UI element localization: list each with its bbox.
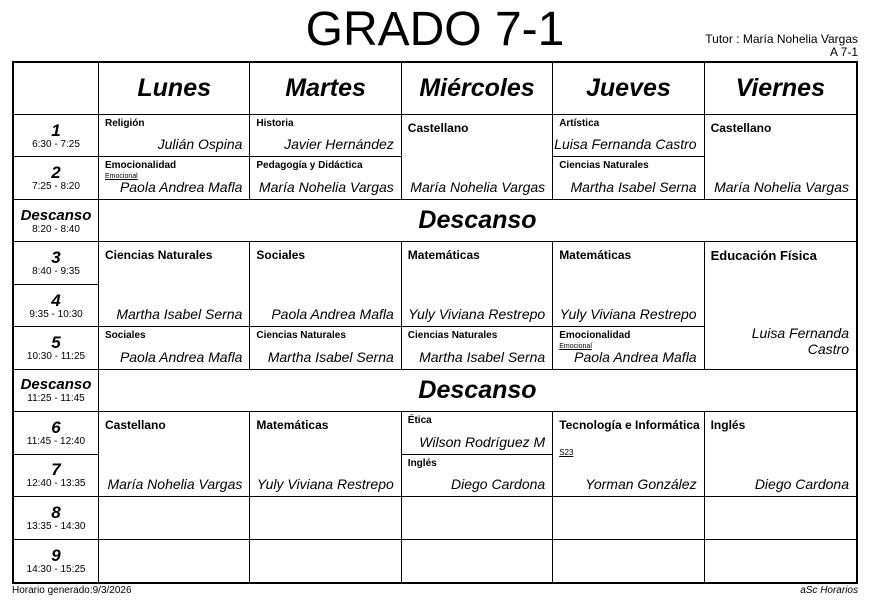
day-header-viernes: Viernes — [705, 63, 856, 115]
corner-cell — [14, 63, 99, 115]
class-cell: Educación Física Luisa Fernanda Castro — [705, 242, 856, 369]
class-cell: Ciencias Naturales Martha Isabel Serna — [402, 327, 553, 369]
empty-cell — [250, 540, 401, 582]
class-cell: Castellano María Nohelia Vargas — [99, 412, 250, 497]
class-cell: Artística Luisa Fernanda Castro — [553, 115, 704, 157]
class-cell: Castellano María Nohelia Vargas — [402, 115, 553, 200]
class-cell: Ética Wilson Rodríguez M — [402, 412, 553, 454]
class-cell: Ciencias Naturales Martha Isabel Serna — [553, 157, 704, 199]
class-cell: Matemáticas Yuly Viviana Restrepo — [250, 412, 401, 497]
schedule-grid — [12, 61, 858, 584]
empty-cell — [99, 540, 250, 582]
period-label: 3 8:40 - 9:35 — [14, 242, 99, 284]
page-title: GRADO 7-1 — [305, 3, 565, 56]
class-cell: Emocionalidad Emocional Paola Andrea Mafla — [99, 157, 250, 199]
class-cell: Sociales Paola Andrea Mafla — [250, 242, 401, 327]
class-cell: Inglés Diego Cardona — [402, 455, 553, 497]
empty-cell — [705, 540, 856, 582]
tutor-label: Tutor : María Nohelia Vargas — [705, 32, 858, 46]
period-label: Descanso 8:20 - 8:40 — [14, 200, 99, 242]
software-credit: aSc Horarios — [800, 585, 858, 596]
period-label: 7 12:40 - 13:35 — [14, 455, 99, 497]
day-header-lunes: Lunes — [99, 63, 250, 115]
class-cell: Ciencias Naturales Martha Isabel Serna — [250, 327, 401, 369]
period-label: 5 10:30 - 11:25 — [14, 327, 99, 369]
class-cell: Religión Julián Ospina — [99, 115, 250, 157]
class-cell: Matemáticas Yuly Viviana Restrepo — [553, 242, 704, 327]
empty-cell — [402, 497, 553, 539]
period-label: Descanso 11:25 - 11:45 — [14, 370, 99, 412]
empty-cell — [402, 540, 553, 582]
period-label: 1 6:30 - 7:25 — [14, 115, 99, 157]
empty-cell — [250, 497, 401, 539]
class-cell: Pedagogía y Didáctica María Nohelia Vargas — [250, 157, 401, 199]
room-label: A 7-1 — [829, 45, 858, 59]
period-label: 2 7:25 - 8:20 — [14, 157, 99, 199]
class-cell: Castellano María Nohelia Vargas — [705, 115, 856, 200]
empty-cell — [553, 540, 704, 582]
tutor-info — [705, 33, 858, 59]
break-row: Descanso — [99, 370, 856, 412]
break-row: Descanso — [99, 200, 856, 242]
class-cell: Tecnología e Informática S23 Yorman González — [553, 412, 704, 497]
empty-cell — [553, 497, 704, 539]
day-header-jueves: Jueves — [553, 63, 704, 115]
empty-cell — [705, 497, 856, 539]
empty-cell — [99, 497, 250, 539]
class-cell: Inglés Diego Cardona — [705, 412, 856, 497]
class-cell: Sociales Paola Andrea Mafla — [99, 327, 250, 369]
period-label: 6 11:45 - 12:40 — [14, 412, 99, 454]
class-cell: Matemáticas Yuly Viviana Restrepo — [402, 242, 553, 327]
day-header-miercoles: Miércoles — [402, 63, 553, 115]
class-cell: Historia Javier Hernández — [250, 115, 401, 157]
class-cell: Emocionalidad Emocional Paola Andrea Mafla — [553, 327, 704, 369]
class-cell: Ciencias Naturales Martha Isabel Serna — [99, 242, 250, 327]
period-label: 8 13:35 - 14:30 — [14, 497, 99, 539]
day-header-martes: Martes — [250, 63, 401, 115]
period-label: 4 9:35 - 10:30 — [14, 285, 99, 327]
period-label: 9 14:30 - 15:25 — [14, 540, 99, 582]
generated-date: Horario generado:9/3/2026 — [12, 585, 132, 596]
